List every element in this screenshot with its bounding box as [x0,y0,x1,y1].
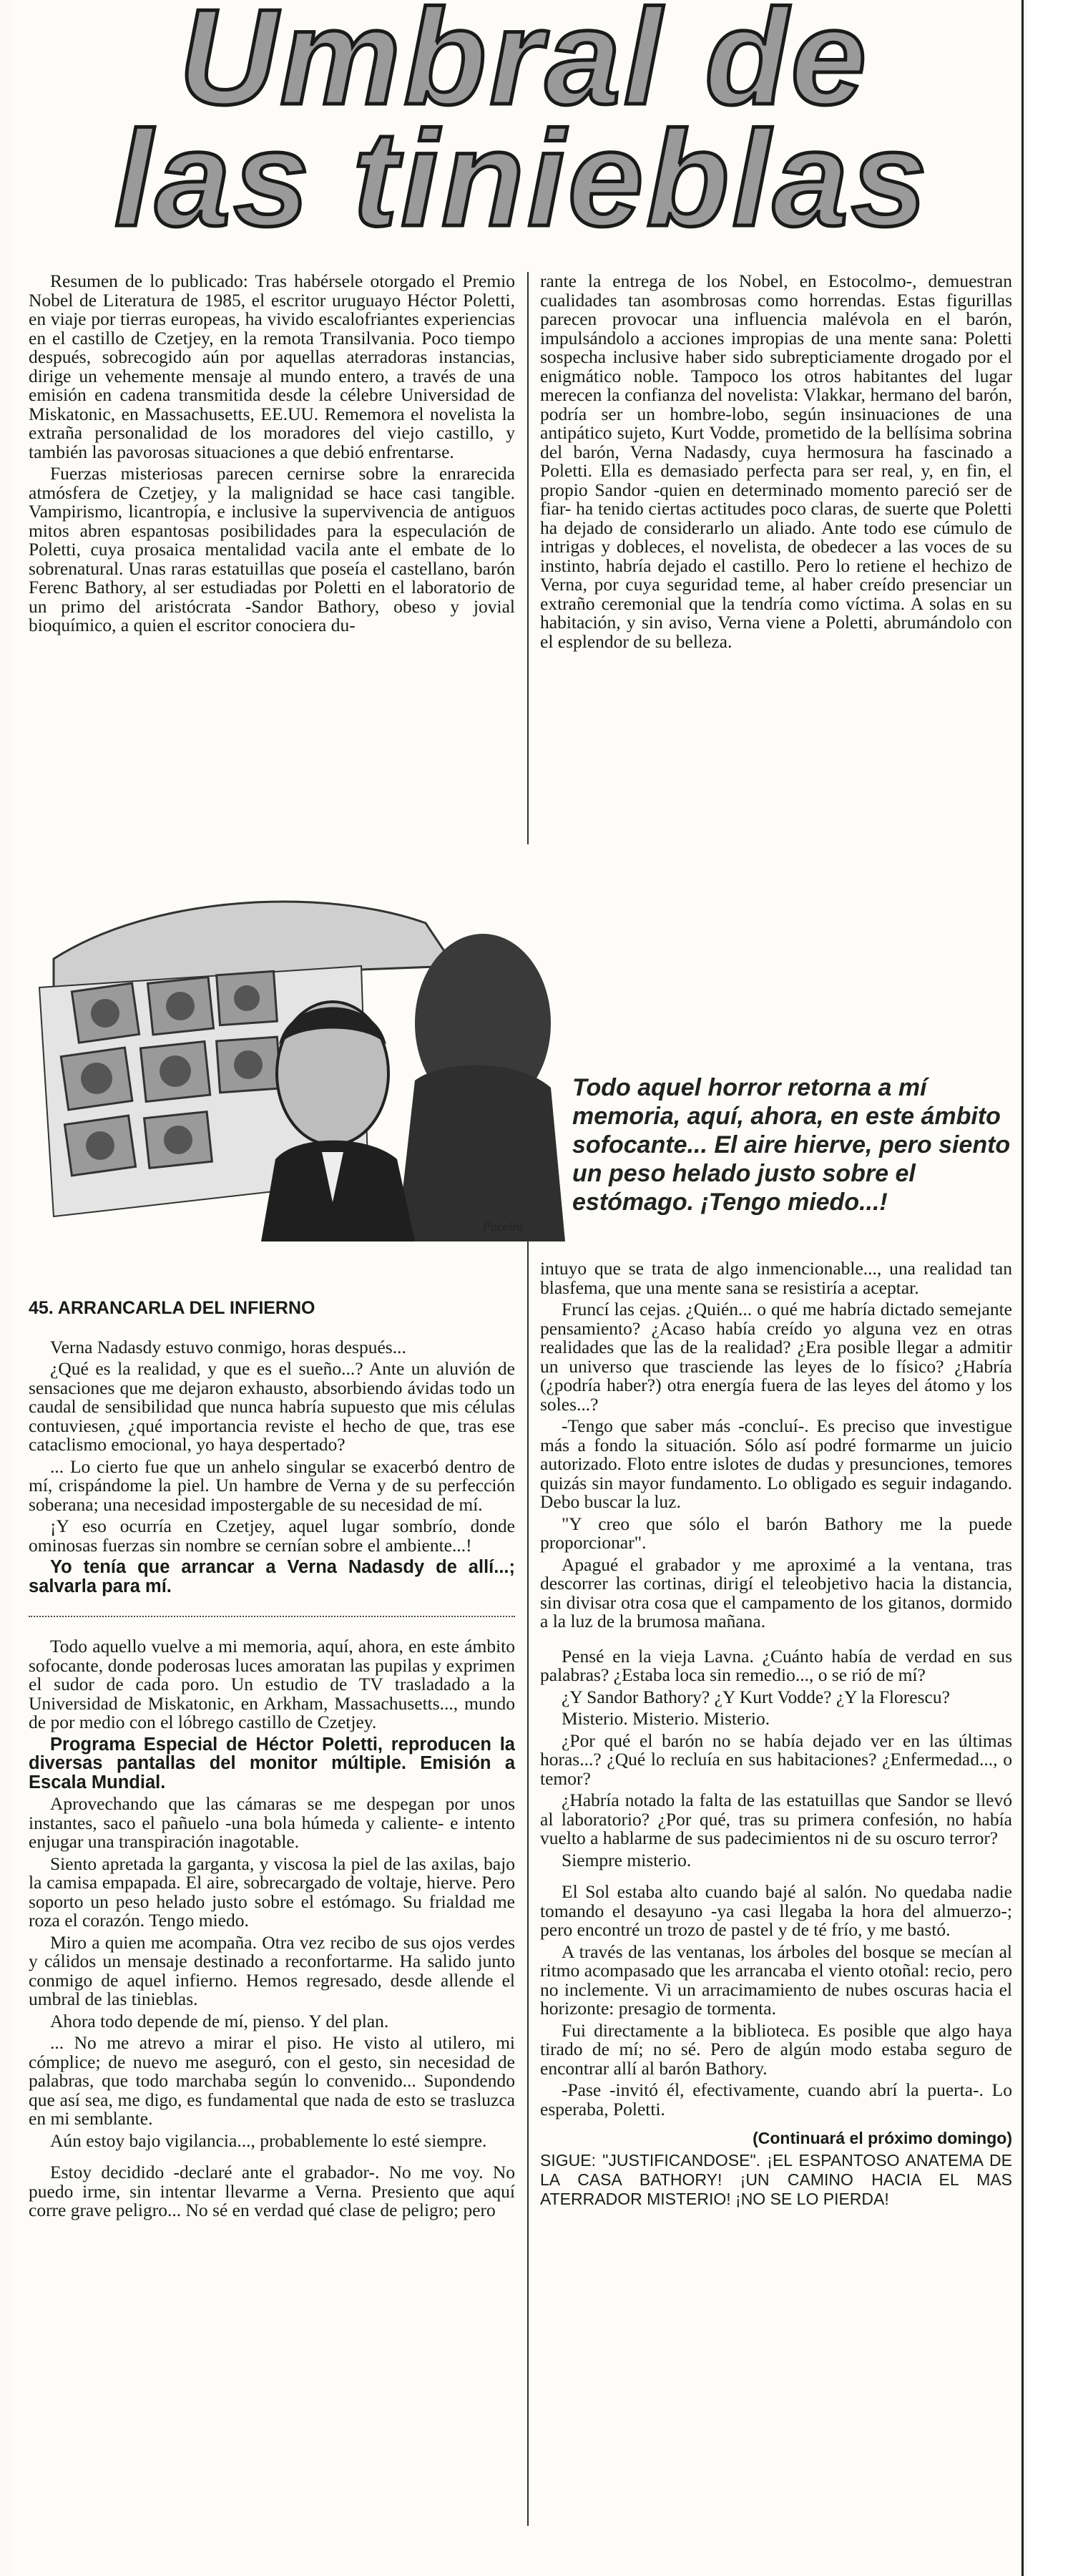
right-edge-rule [1021,0,1024,2576]
summary-paragraph: Resumen de lo publicado: Tras habérsele otorgado el Premio Nobel de Literatura de 1985, el escritor uruguayo Héctor Poletti, en viaje por tierras europeas, ha vivido escalofriantes experiencias en el castillo de Czetjey, en la remota Transilvania. Poco tiempo después, sobrecogido aún por aquellas aterradoras instancias, dirige un vehemente mensaje al mundo entero, a través de una emisión en cadena transmitida desde la célebre Universidad de Miskatonic, en Massachusetts, EE.UU. Rememora el novelista la extraña personalidad de los moradores del viejo castillo, y también las pavorosas situaciones a que debió enfrentarse. [29,270,515,462]
story-paragraph: intuyo que se trata de algo inmencionable..., una realidad tan blasfema, que una mente sana se resistiría a aceptar. [540,1258,1012,1298]
program-caption: Programa Especial de Héctor Poletti, reproducen la diversas pantallas del monitor múltiple. Emisión a Escala Mundial. [29,1734,515,1792]
story-paragraph: ¿Y Sandor Bathory? ¿Y Kurt Vodde? ¿Y la Florescu? [562,1686,950,1707]
section-separator [29,1616,515,1617]
story-paragraph: Estoy decidido -declaré ante el grabador-. No me voy. No puedo irme, sin intentar llevarme a Verna. Presiento que aquí corre grave peligro... No sé en verdad qué clase de peligro; pero [29,2162,515,2220]
story-paragraph: Aún estoy bajo vigilancia..., probablemente lo esté siempre. [50,2129,487,2151]
summary-column-2 [540,272,1012,654]
story-paragraph: ... No me atrevo a mirar el piso. He visto al utilero, mi cómplice; de nuevo me aseguró, con el gesto, sin necesidad de palabras, que todo marchaba según lo convenido... Supondendo que así sea, me digo, es fundamental que nada de esto se trasluzca en mi semblante. [29,2032,515,2129]
story-paragraph: Verna Nadasdy estuvo conmigo, horas después... [50,1336,406,1357]
story-paragraph: A través de las ventanas, los árboles del bosque se mecían al ritmo acompasado que les arrancaba el viento otoñal: recio, pero no inclemente. Vi un arracimamiento de nubes oscuras hacia el horizonte: presagio de tormenta. [540,1941,1012,2019]
story-paragraph: Fruncí las cejas. ¿Quién... o qué me habría dictado semejante pensamiento? ¿Acaso había creído yo alguna vez en otras realidades que las de la realidad? ¿Era posible llegar a admitir un universo que trasciende las leyes de lo físico? ¿Habría (¿podría haber?) otra energía fuera de las leyes del átomo y los soles...? [540,1299,1012,1415]
story-paragraph: "Y creo que sólo el barón Bathory me la puede proporcionar". [540,1513,1012,1553]
story-paragraph: -Tengo que saber más -concluí-. Es preciso que investigue más a fondo la situación. Sólo así podré formarme un juicio autorizado. Floto entre islotes de dudas y presunciones, temores quizás sin mayor fundamento. Lo obligado es seguir indagando. Debo buscar la luz. [540,1415,1012,1512]
pull-quote: Todo aquel horror retorna a mí memoria, aquí, ahora, en este ámbito sofocante... El aire hierve, pero siento un peso helado justo sobre el estómago. ¡Tengo miedo...! [572,1074,1011,1216]
story-paragraph: ¿Por qué el barón no se había dejado ver en las últimas horas...? ¿Qué lo recluía en sus habitaciones? ¿Enfermedad..., o temor? [540,1729,1012,1789]
headline-line-2: las tinieblas [114,103,930,255]
headline-line-1: Umbral de [179,0,870,133]
story-paragraph: Misterio. Misterio. Misterio. [562,1708,770,1729]
story-paragraph: Apagué el grabador y me aproximé a la ventana, tras descorrer las cortinas, dirigí el teleobjetivo hacia la distancia, sin divisar otra cosa que el campamento de los gitanos, dormido a la luz de la brumosa mañana. [540,1553,1012,1631]
illustration [25,844,565,1241]
story-paragraph: Aprovechando que las cámaras se me despegan por unos instantes, saco el pañuelo -una bola húmeda y caliente- e intento enjugar una transpiración inagotable. [29,1793,515,1852]
story-paragraph: Ahora todo depende de mí, pienso. Y del plan. [50,2010,389,2031]
story-paragraph: Siempre misterio. [562,1849,692,1870]
story-bold-paragraph: Yo tenía que arrancar a Verna Nadasdy de allí...; salvarla para mí. [29,1557,515,1596]
summary-column-1 [29,272,515,638]
continued-notice: (Continuará el próximo domingo) [753,2129,1012,2147]
story-paragraph: ... Lo cierto fue que un anhelo singular se exacerbó dentro de mí, crispándome la piel. Un hambre de Verna y de su perfección soberana; una necesidad impostergable de su necesidad de mí. [29,1455,515,1515]
page-margin-strip [1027,0,1073,2576]
column-divider [527,272,529,2526]
summary-paragraph: Fuerzas misteriosas parecen cernirse sobre la enrarecida atmósfera de Czetjey, y la malignidad se hace casi tangible. Vampirismo, licantropía, e inclusive la supervivencia de antiguos mitos abren espantosas posibilidades para la especulación de Poletti, cuya prosaica mentalidad vacila ante el embate de lo sobrenatural. Unas raras estatuillas que poseía el castellano, barón Ferenc Bathory, al ser estudiadas por Poletti en el laboratorio de un primo del aristócrata -Sandor Bathory, obeso y jovial bioquímico, a quien el escritor conociera du- [29,463,515,635]
story-paragraph: ¡Y eso ocurría en Czetjey, aquel lugar sombrío, donde ominosas fuerzas sin nombre se cernían sobre el ambiente...! [29,1516,515,1556]
story-paragraph: ¿Habría notado la falta de las estatuillas que Sandor se llevó al laboratorio? ¿Por qué, tras su primera confesión, no había vuelto a hablarme de sus padecimientos ni de su oscuro terror? [540,1790,1012,1848]
story-paragraph: El Sol estaba alto cuando bajé al salón. No quedaba nadie tomando el desayuno -ya casi llegaba la hora del almuerzo-; pero encontré un trozo de pastel y de té frío, y me bastó. [540,1881,1012,1940]
story-paragraph: -Pase -invitó él, efectivamente, cuando abrí la puerta-. Lo esperaba, Poletti. [540,2079,1012,2119]
artist-signature: Paceiro [483,1219,524,1234]
story-paragraph: Siento apretada la garganta, y viscosa la piel de las axilas, bajo la camisa empapada. El aire, sobrecargado de voltaje, hierve. Pero soporto un peso helado justo sobre el estómago. Su frialdad me roza el corazón. Tengo miedo. [29,1853,515,1931]
story-column-1 [29,1299,515,2223]
next-episode-teaser: SIGUE: "JUSTIFICANDOSE". ¡EL ESPANTOSO ANATEMA DE LA CASA BATHORY! ¡UN CAMINO HACIA EL MAS ATERRADOR MISTERIO! ¡NO SE LO PIERDA! [540,2150,1012,2208]
story-paragraph: Fui directamente a la biblioteca. Es posible que algo haya tirado de mí; no sé. Pero de algún modo estaba seguro de encontrar allí al barón Bathory. [540,2019,1012,2079]
story-paragraph: Pensé en la vieja Lavna. ¿Cuánto había de verdad en sus palabras? ¿Estaba loca sin remedio..., o se rió de mí? [540,1645,1012,1685]
story-paragraph: Todo aquello vuelve a mi memoria, aquí, ahora, en este ámbito sofocante, donde poderosas luces amoratan las pupilas y exprimen el sudor de cada poro. Un estudio de TV trasladado a la Universidad de Miskatonic, en Arkham, Massachusetts..., mundo de por medio con el lóbrego castillo de Czetjey. [29,1636,515,1732]
story-paragraph: ¿Qué es la realidad, y que es el sueño...? Ante un aluvión de sensaciones que me dejaron exhausto, absorbiendo ávidas todo un caudal de sensibilidad que nunca habría supuesto que mis células contuviesen, ¿qué importancia reviste el hecho de que, tras ese cataclismo emocional, yo haya despertado? [29,1358,515,1455]
story-column-2 [540,1259,1012,2212]
chapter-heading: 45. ARRANCARLA DEL INFIERNO [29,1298,315,1318]
summary-paragraph: rante la entrega de los Nobel, en Estocolmo-, demuestran cualidades tan asombrosas como horrendas. Estas figurillas parecen provocar una influencia malévola en el barón, impulsándolo a acciones impropias de una mente sana: Poletti sospecha inclusive haber sido subrepticiamente drogado por el enigmático noble. Tampoco los otros habitantes del lugar merecen la confianza del novelista: Vlakkar, hermano del barón, podría ser un hombre-lobo, según insinuaciones de una antipático sujeto, Kurt Vodde, prometido de la bellísima sobrina del barón, Verna Nadasdy, cuya hermosura ha fascinado a Poletti. Ella es demasiado perfecta para ser real, y, en fin, el propio Sandor -quien en determinado momento pareció ser de fiar- ha tenido ciertas actitudes poco claras, de suerte que Poletti ha dejado de considerarlo un aliado. Ante todo ese cúmulo de intrigas y dobleces, el novelista, de obedecer a las voces de su instinto, habría dejado el castillo. Pero lo retiene el hechizo de Verna, por cuya seguridad teme, al haber creído presenciar un extraño ceremonial que la tendría como víctima. A solas en su habitación, y sin aviso, Verna viene a Poletti, abrumándolo con el esplendor de su belleza. [540,270,1012,652]
story-paragraph: Miro a quien me acompaña. Otra vez recibo de sus ojos verdes y cálidos un mensaje destinado a reconfortarme. Ha salido junto conmigo de aquel infierno. Hemos regresado, desde allende el umbral de las tinieblas. [29,1931,515,2009]
